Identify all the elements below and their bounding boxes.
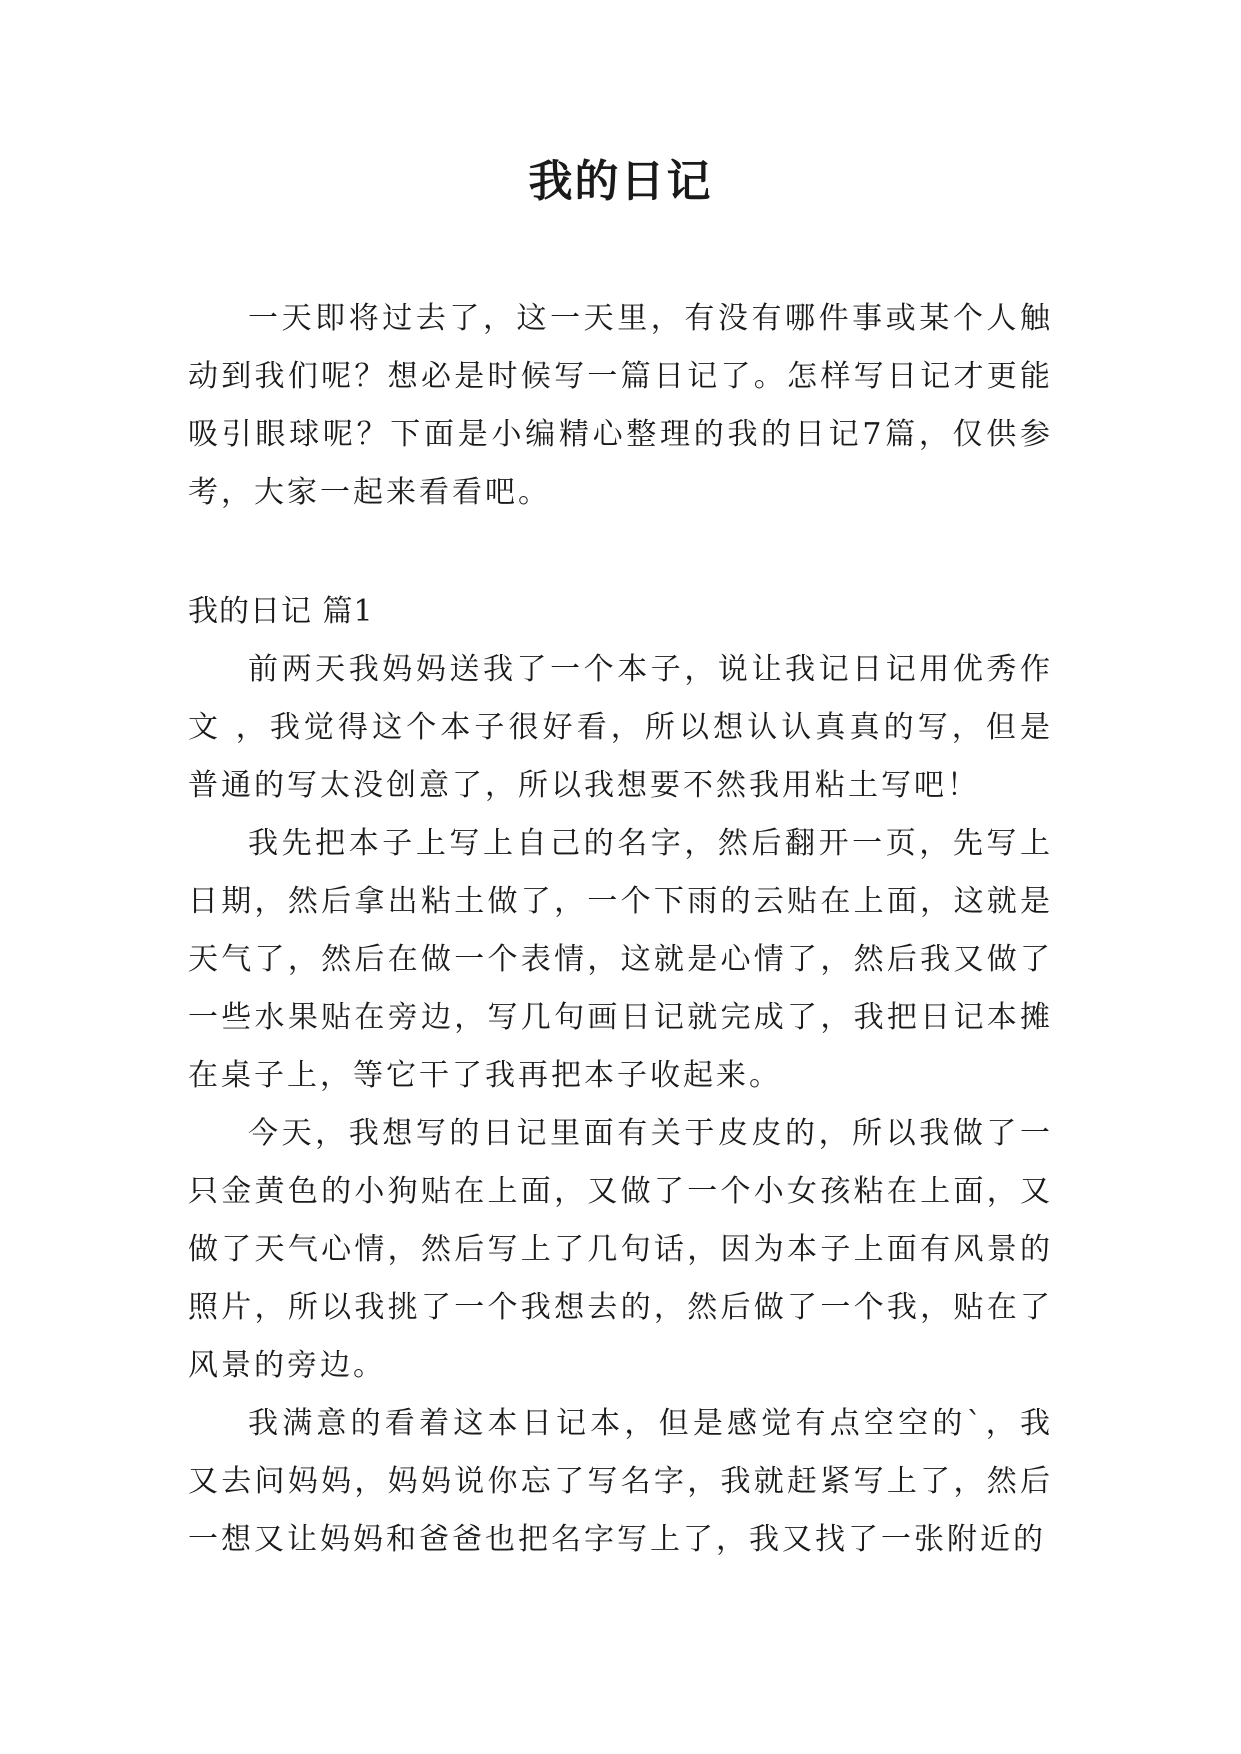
body-paragraph: 前两天我妈妈送我了一个本子，说让我记日记用优秀作文 ，我觉得这个本子很好看，所以想认认真真的写，但是普通的写太没创意了，所以我想要不然我用粘土写吧！ [188, 652, 1053, 803]
document-title: 我的日记 [528, 156, 713, 207]
body-paragraph: 我满意的看着这本日记本，但是感觉有点空空的`，我又去问妈妈，妈妈说你忘了写名字，我就赶紧写上了，然后一想又让妈妈和爸爸也把名字写上了，我又找了一张附近的 [188, 1406, 1053, 1557]
body-paragraph: 我先把本子上写上自己的名字，然后翻开一页，先写上日期，然后拿出粘土做了，一个下雨的云贴在上面，这就是天气了，然后在做一个表情，这就是心情了，然后我又做了一些水果贴在旁边，写几句画日记就完成了，我把日记本摊在桌子上，等它干了我再把本子收起来。 [188, 826, 1053, 1093]
intro-paragraph: 一天即将过去了，这一天里，有没有哪件事或某个人触动到我们呢？想必是时候写一篇日记了。怎样写日记才更能吸引眼球呢？下面是小编精心整理的我的日记7篇，仅供参考，大家一起来看看吧。 [188, 301, 1053, 510]
intro-block [188, 290, 1053, 522]
body-paragraph: 今天，我想写的日记里面有关于皮皮的，所以我做了一只金黄色的小狗贴在上面，又做了一个小女孩粘在上面，又做了天气心情，然后写上了几句话，因为本子上面有风景的照片，所以我挑了一个我想去的，然后做了一个我，贴在了风景的旁边。 [188, 1116, 1053, 1383]
section-heading: 我的日记 篇1 [188, 594, 374, 629]
diary-section [188, 583, 1053, 1569]
